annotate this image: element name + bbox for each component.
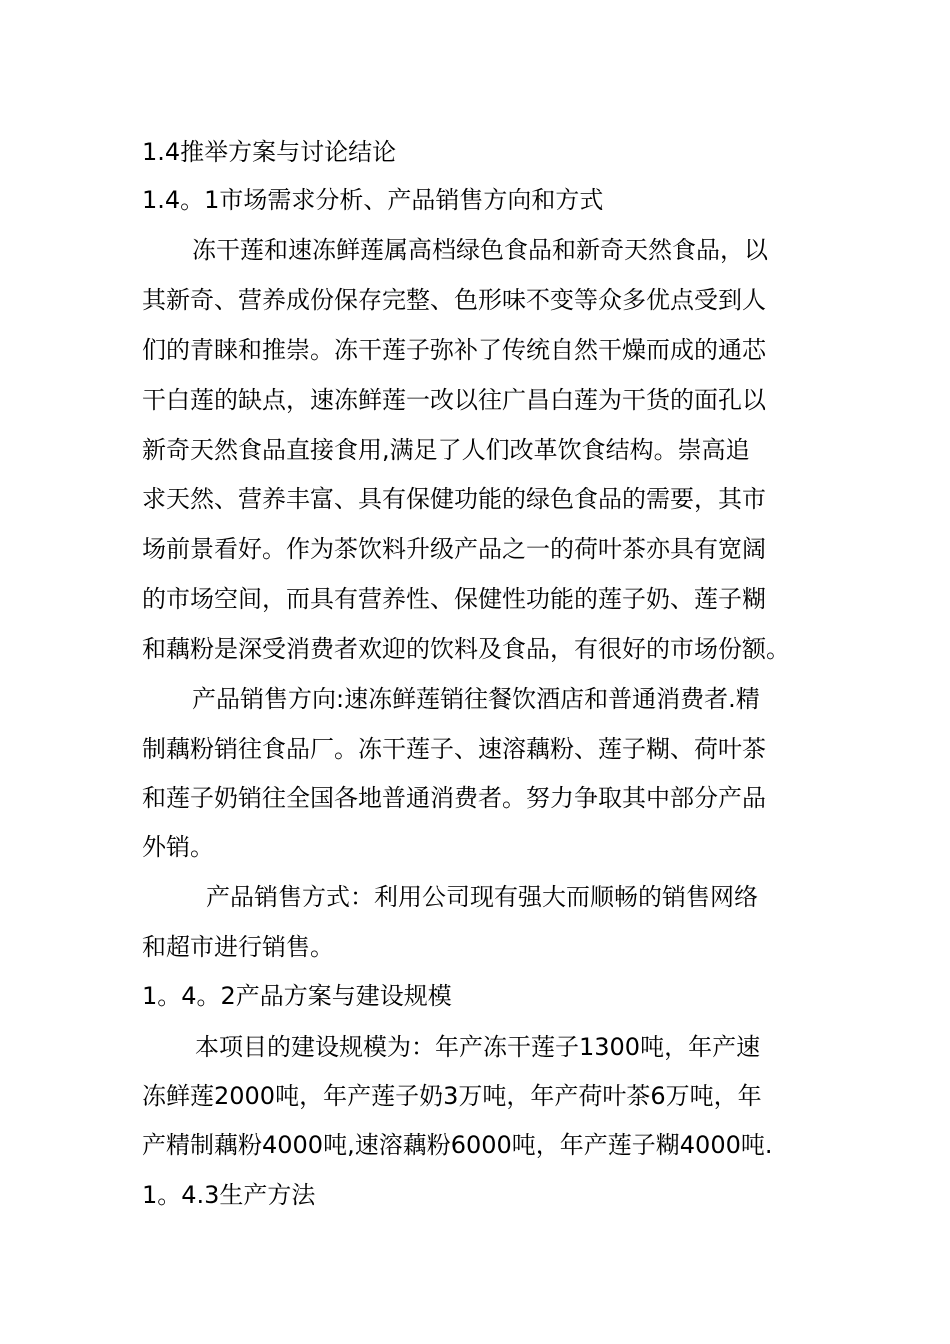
- paragraph-line: 和藕粉是深受消费者欢迎的饮料及食品，有很好的市场份额。: [142, 635, 790, 663]
- paragraph-line: 制藕粉销往食品厂。冻干莲子、速溶藕粉、莲子糊、荷叶茶: [142, 735, 766, 763]
- paragraph-line: 本项目的建设规模为：年产冻干莲子1300吨，年产速: [195, 1033, 761, 1061]
- paragraph-line: 外销。: [142, 833, 214, 861]
- paragraph-line: 冻干莲和速冻鲜莲属高档绿色食品和新奇天然食品，以: [192, 236, 768, 264]
- section-heading-1-4: 1.4推举方案与讨论结论: [142, 138, 397, 166]
- paragraph-line: 产品销售方向:速冻鲜莲销往餐饮酒店和普通消费者.精: [192, 685, 760, 713]
- section-heading-1-4-2: 1。4。2产品方案与建设规模: [142, 982, 452, 1010]
- paragraph-line: 新奇天然食品直接食用,满足了人们改革饮食结构。崇高追: [142, 436, 750, 464]
- paragraph-line: 其新奇、营养成份保存完整、色形味不变等众多优点受到人: [142, 286, 766, 314]
- paragraph-line: 产精制藕粉4000吨,速溶藕粉6000吨，年产莲子糊4000吨.: [142, 1131, 773, 1159]
- paragraph-line: 冻鲜莲2000吨，年产莲子奶3万吨，年产荷叶茶6万吨，年: [142, 1082, 762, 1110]
- paragraph-line: 场前景看好。作为茶饮料升级产品之一的荷叶茶亦具有宽阔: [142, 535, 766, 563]
- section-heading-1-4-3: 1。4.3生产方法: [142, 1181, 316, 1209]
- paragraph-line: 的市场空间，而具有营养性、保健性功能的莲子奶、莲子糊: [142, 585, 766, 613]
- paragraph-line: 和超市进行销售。: [142, 933, 334, 961]
- paragraph-line: 干白莲的缺点，速冻鲜莲一改以往广昌白莲为干货的面孔以: [142, 386, 766, 414]
- paragraph-line: 们的青睐和推崇。冻干莲子弥补了传统自然干燥而成的通芯: [142, 336, 766, 364]
- paragraph-line: 和莲子奶销往全国各地普通消费者。努力争取其中部分产品: [142, 784, 766, 812]
- paragraph-line: 求天然、营养丰富、具有保健功能的绿色食品的需要，其市: [142, 485, 766, 513]
- section-heading-1-4-1: 1.4。1市场需求分析、产品销售方向和方式: [142, 186, 604, 214]
- paragraph-line: 产品销售方式：利用公司现有强大而顺畅的销售网络: [206, 883, 758, 911]
